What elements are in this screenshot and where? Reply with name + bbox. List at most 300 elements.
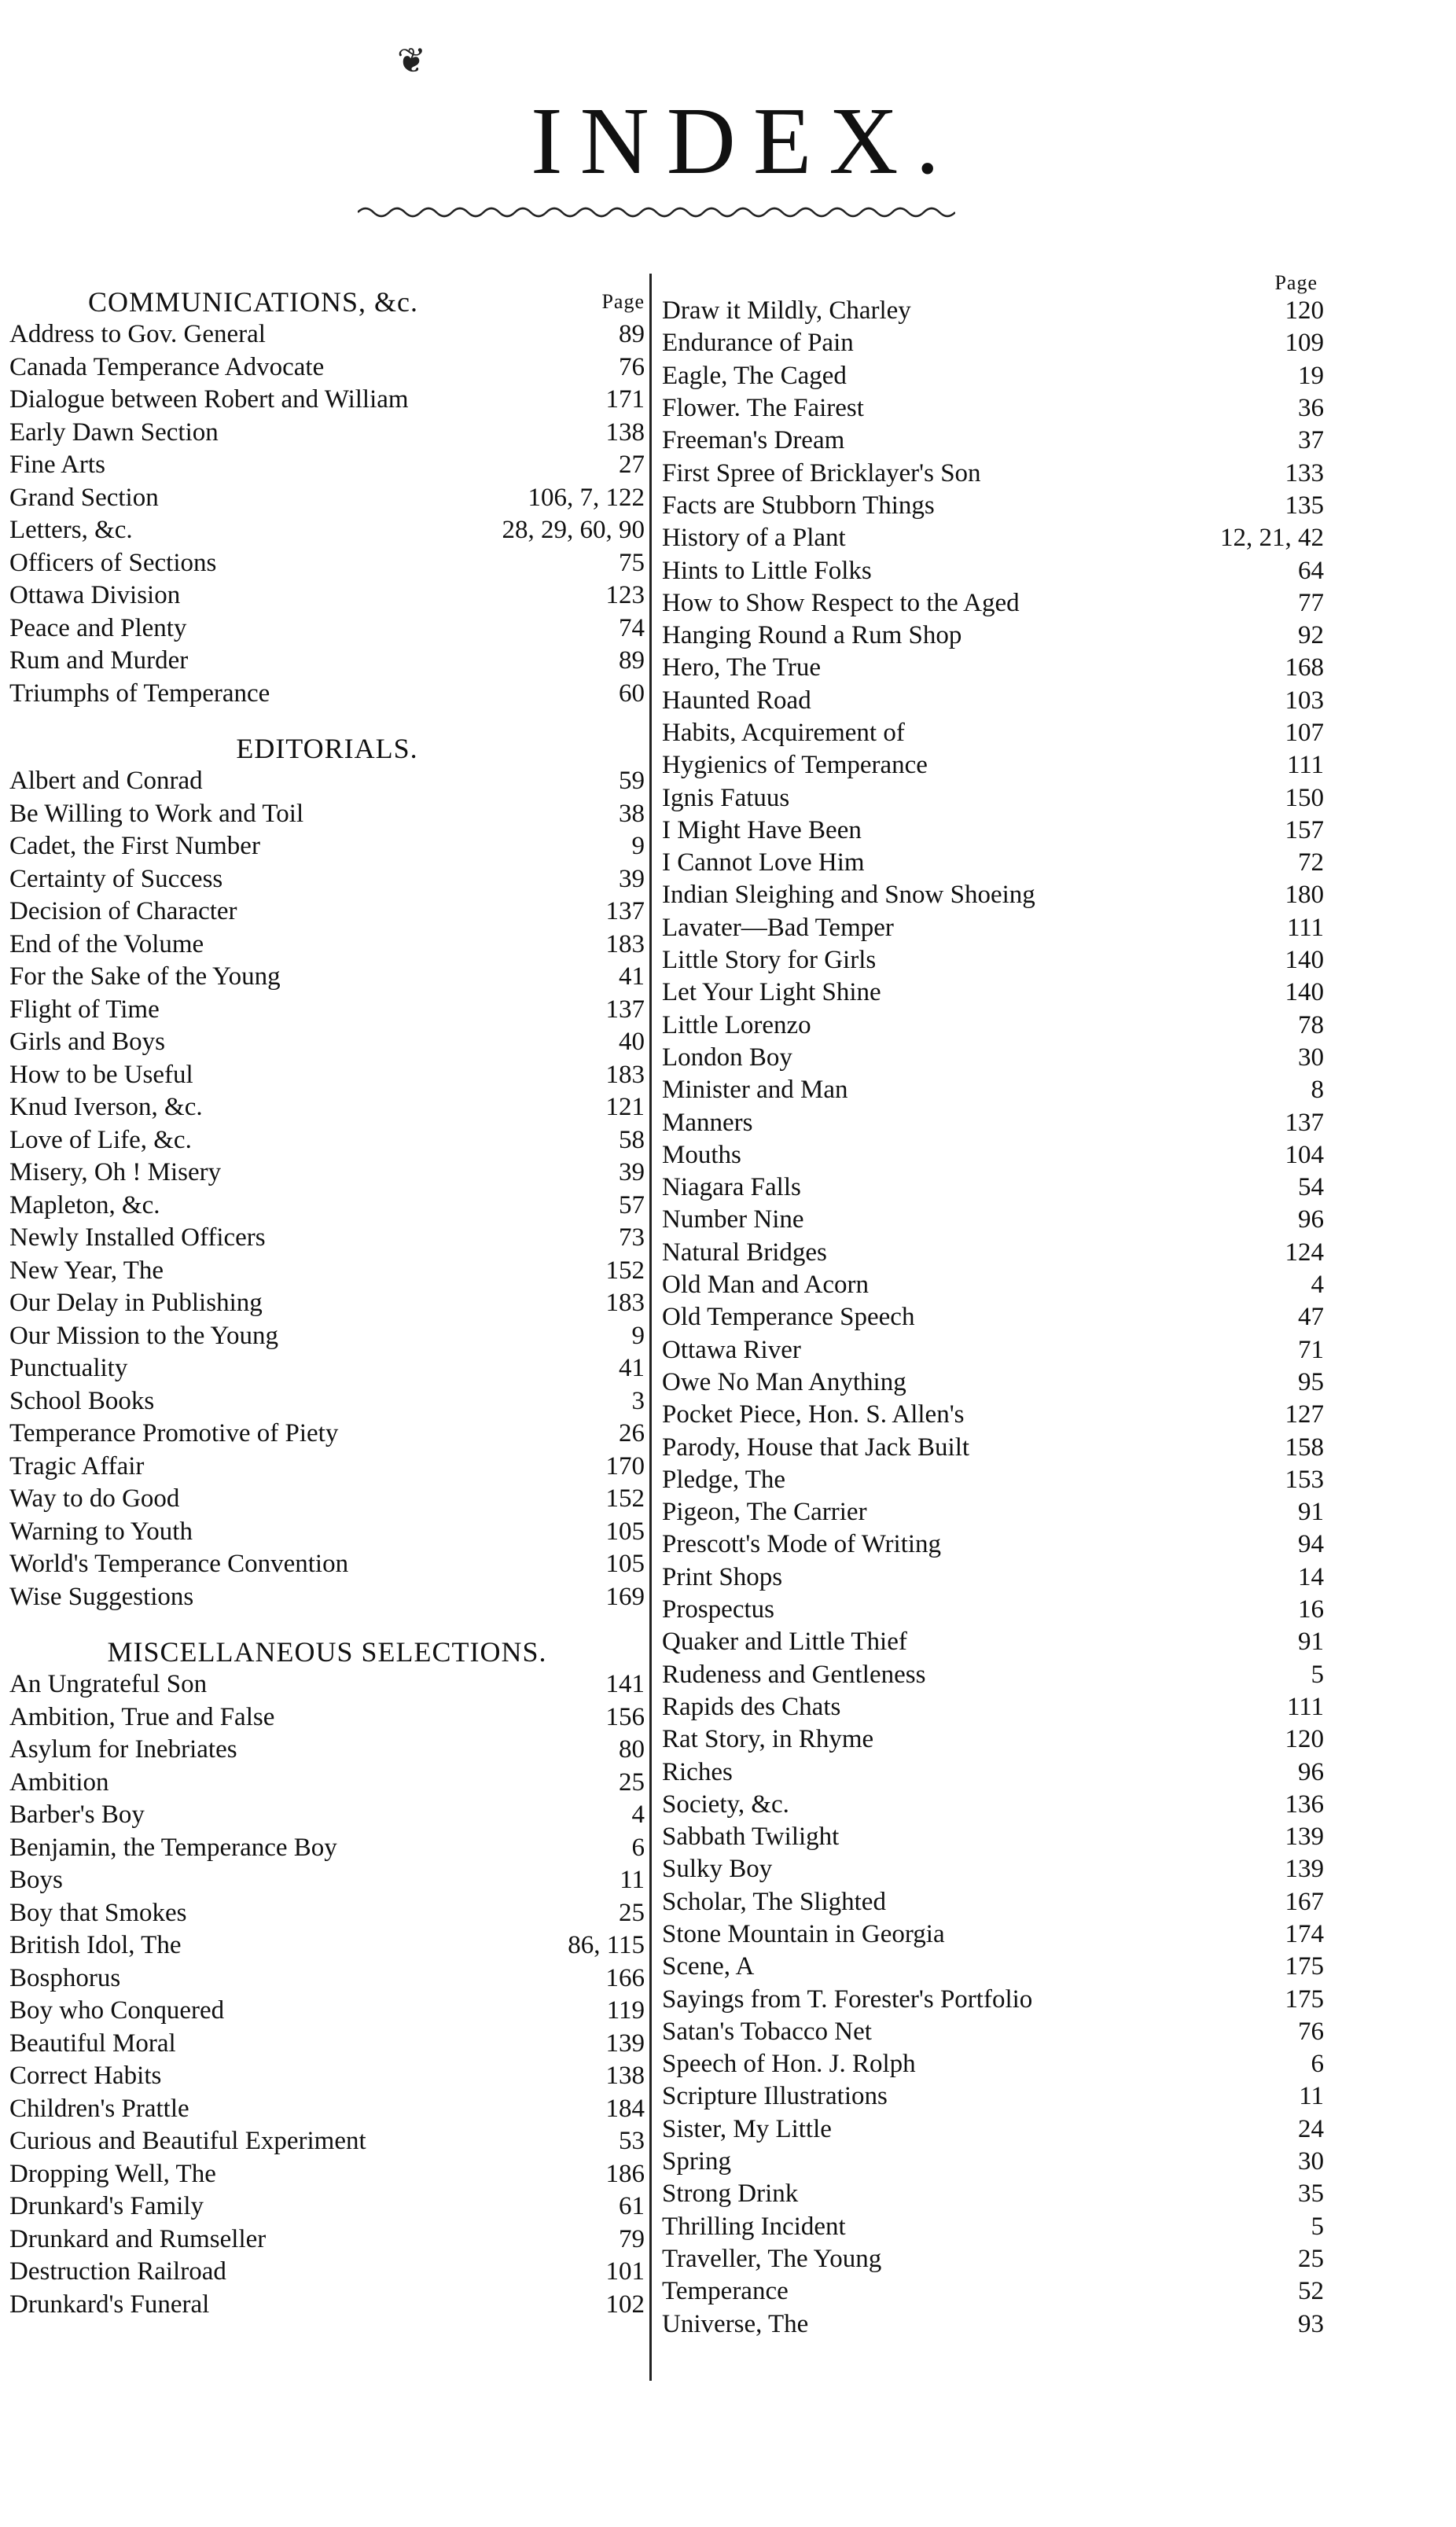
entry-page: 157 xyxy=(1285,815,1324,844)
entry-page: 91 xyxy=(1298,1628,1324,1657)
index-entry xyxy=(9,1059,645,1092)
index-entry xyxy=(9,1864,645,1897)
index-entry xyxy=(662,1821,1324,1853)
entry-title: Girls and Boys xyxy=(9,1029,165,1056)
entry-title: Little Lorenzo xyxy=(662,1012,811,1039)
entry-page: 92 xyxy=(1298,621,1324,650)
entry-page: 171 xyxy=(605,385,645,414)
index-entry xyxy=(9,1385,645,1418)
entry-page: 89 xyxy=(619,646,645,675)
entry-page: 152 xyxy=(605,1484,645,1514)
entry-title: Sayings from T. Forester's Portfolio xyxy=(662,1986,1033,2013)
entry-page: 60 xyxy=(619,679,645,708)
entry-title: Strong Drink xyxy=(662,2181,799,2208)
entry-page: 119 xyxy=(606,1996,645,2025)
entry-title: Misery, Oh ! Misery xyxy=(9,1160,222,1186)
entry-page: 76 xyxy=(619,352,645,381)
entry-title: Decision of Character xyxy=(9,899,237,925)
index-entry xyxy=(9,1190,645,1223)
entry-title: History of a Plant xyxy=(662,525,846,552)
entry-title: Hygienics of Temperance xyxy=(662,752,928,779)
entry-page: 76 xyxy=(1298,2017,1324,2046)
entry-page: 9 xyxy=(631,1321,645,1350)
section-heading-text: EDITORIALS. xyxy=(236,733,418,764)
index-entry xyxy=(9,798,645,831)
entry-page: 39 xyxy=(619,1158,645,1187)
index-entry xyxy=(9,1668,645,1701)
entry-title: Tragic Affair xyxy=(9,1453,145,1480)
entry-title: Curious and Beautiful Experiment xyxy=(9,2128,366,2155)
index-entry xyxy=(9,2289,645,2322)
entry-title: Flight of Time xyxy=(9,996,160,1023)
index-entry xyxy=(662,1789,1324,1821)
entry-page: 40 xyxy=(619,1028,645,1057)
entry-page: 72 xyxy=(1298,848,1324,877)
entry-page: 47 xyxy=(1298,1303,1324,1332)
entry-title: Triumphs of Temperance xyxy=(9,680,270,707)
index-entry xyxy=(662,717,1324,749)
index-entry xyxy=(9,1995,645,2028)
entry-page: 73 xyxy=(619,1223,645,1252)
entry-title: Dialogue between Robert and William xyxy=(9,387,409,414)
entry-page: 123 xyxy=(605,581,645,610)
index-entry xyxy=(662,1204,1324,1236)
index-entry xyxy=(662,425,1324,457)
index-entry xyxy=(662,457,1324,489)
page-title: INDEX. xyxy=(531,88,957,194)
entry-title: Endurance of Pain xyxy=(662,330,854,357)
entry-title: Fine Arts xyxy=(9,452,105,479)
entry-page: 184 xyxy=(605,2094,645,2123)
entry-title: Hints to Little Folks xyxy=(662,557,872,584)
entry-page: 79 xyxy=(619,2224,645,2253)
entry-page: 6 xyxy=(631,1833,645,1862)
entry-title: Officers of Sections xyxy=(9,550,217,576)
entry-title: Flower. The Fairest xyxy=(662,395,864,422)
index-entry xyxy=(9,384,645,417)
section-heading-text: MISCELLANEOUS SELECTIONS. xyxy=(107,1636,547,1668)
index-entry xyxy=(662,685,1324,717)
index-entry xyxy=(662,295,1324,327)
entry-page: 19 xyxy=(1298,361,1324,390)
entry-page: 105 xyxy=(605,1550,645,1579)
entry-page: 169 xyxy=(605,1582,645,1611)
entry-title: Ignis Fatuus xyxy=(662,785,790,811)
entry-title: Dropping Well, The xyxy=(9,2161,216,2187)
entry-page: 139 xyxy=(1285,1823,1324,1852)
entry-page: 180 xyxy=(1285,881,1324,910)
entry-title: Lavater—Bad Temper xyxy=(662,914,894,941)
entry-title: Ottawa River xyxy=(662,1337,801,1363)
entry-title: Destruction Railroad xyxy=(9,2259,226,2286)
entry-title: Minister and Man xyxy=(662,1077,848,1104)
entry-page: 77 xyxy=(1298,588,1324,617)
entry-page: 138 xyxy=(605,2062,645,2091)
index-entry xyxy=(9,994,645,1027)
entry-title: I Might Have Been xyxy=(662,817,862,844)
index-entry xyxy=(662,1334,1324,1366)
entry-page: 141 xyxy=(605,1670,645,1699)
entry-page: 96 xyxy=(1298,1757,1324,1786)
entry-title: Old Man and Acorn xyxy=(662,1272,870,1299)
entry-title: Hero, The True xyxy=(662,655,821,682)
entry-title: Pocket Piece, Hon. S. Allen's xyxy=(662,1402,965,1429)
index-entry xyxy=(662,749,1324,782)
entry-title: Parody, House that Jack Built xyxy=(662,1434,970,1461)
index-entry xyxy=(662,1983,1324,2015)
entry-page: 96 xyxy=(1298,1205,1324,1234)
section-heading xyxy=(9,1613,645,1668)
index-entry xyxy=(662,1464,1324,1496)
index-entry xyxy=(662,1172,1324,1204)
entry-title: Correct Habits xyxy=(9,2063,162,2090)
entry-title: Let Your Light Shine xyxy=(662,980,881,1006)
entry-page: 158 xyxy=(1285,1433,1324,1462)
entry-page: 71 xyxy=(1298,1335,1324,1364)
index-entry xyxy=(9,830,645,863)
entry-page: 138 xyxy=(605,417,645,447)
entry-title: Asylum for Inebriates xyxy=(9,1737,237,1764)
entry-title: Punctuality xyxy=(9,1355,128,1382)
entry-title: Warning to Youth xyxy=(9,1518,193,1545)
entry-title: Certainty of Success xyxy=(9,866,223,892)
entry-title: British Idol, The xyxy=(9,1933,182,1959)
index-entry xyxy=(662,1561,1324,1594)
entry-title: Print Shops xyxy=(662,1564,783,1591)
entry-title: Ambition xyxy=(9,1769,109,1796)
entry-title: New Year, The xyxy=(9,1257,164,1284)
index-entry xyxy=(662,1496,1324,1528)
index-entry xyxy=(9,417,645,450)
index-entry xyxy=(662,1658,1324,1690)
index-entry xyxy=(9,896,645,929)
entry-title: Drunkard's Funeral xyxy=(9,2291,210,2318)
index-entry xyxy=(9,2224,645,2257)
right-page-header: Page xyxy=(1274,271,1318,294)
entry-title: Boy who Conquered xyxy=(9,1998,225,2025)
entry-page: 94 xyxy=(1298,1530,1324,1559)
entry-title: Barber's Boy xyxy=(9,1802,145,1829)
entry-page: 11 xyxy=(1299,2082,1324,2111)
entry-page: 109 xyxy=(1285,329,1324,358)
index-entry xyxy=(662,815,1324,847)
entry-page: 35 xyxy=(1298,2179,1324,2209)
entry-title: World's Temperance Convention xyxy=(9,1551,349,1578)
index-entry xyxy=(9,863,645,896)
index-entry xyxy=(9,1548,645,1581)
entry-title: Owe No Man Anything xyxy=(662,1369,906,1396)
index-entry xyxy=(9,1734,645,1767)
entry-title: Eagle, The Caged xyxy=(662,362,847,389)
index-entry xyxy=(9,1352,645,1385)
entry-page: 102 xyxy=(605,2290,645,2319)
entry-title: Love of Life, &c. xyxy=(9,1127,192,1153)
entry-title: An Ungrateful Son xyxy=(9,1672,208,1698)
index-entry xyxy=(662,1626,1324,1658)
index-entry xyxy=(9,2158,645,2191)
entry-title: Prescott's Mode of Writing xyxy=(662,1532,942,1558)
entry-page: 11 xyxy=(620,1866,645,1895)
entry-page: 30 xyxy=(1298,1043,1324,1072)
index-entry xyxy=(662,1139,1324,1172)
entry-title: Facts are Stubborn Things xyxy=(662,492,935,519)
index-entry xyxy=(9,2125,645,2158)
index-entry xyxy=(662,879,1324,911)
entry-title: Pigeon, The Carrier xyxy=(662,1499,867,1526)
index-entry xyxy=(9,1701,645,1734)
entry-page: 4 xyxy=(631,1801,645,1830)
section-heading xyxy=(9,263,645,318)
entry-title: Address to Gov. General xyxy=(9,322,266,348)
entry-title: Pledge, The xyxy=(662,1466,786,1493)
entry-page: 59 xyxy=(619,767,645,796)
entry-title: End of the Volume xyxy=(9,931,204,958)
entry-title: Mapleton, &c. xyxy=(9,1192,160,1219)
index-entry xyxy=(9,2093,645,2126)
entry-page: 137 xyxy=(605,897,645,926)
index-entry xyxy=(662,392,1324,425)
entry-page: 12, 21, 42 xyxy=(1220,524,1324,553)
index-entry xyxy=(662,360,1324,392)
entry-title: London Boy xyxy=(662,1044,792,1071)
index-entry xyxy=(662,1886,1324,1918)
index-entry xyxy=(9,961,645,994)
index-entry xyxy=(662,1269,1324,1301)
index-entry xyxy=(9,2028,645,2061)
index-entry xyxy=(9,449,645,482)
entry-page: 41 xyxy=(619,1354,645,1383)
index-entry xyxy=(9,1897,645,1930)
entry-page: 58 xyxy=(619,1125,645,1154)
index-entry xyxy=(9,547,645,580)
index-entry xyxy=(9,579,645,612)
entry-page: 89 xyxy=(619,320,645,349)
entry-title: Our Delay in Publishing xyxy=(9,1290,263,1317)
entry-title: Universe, The xyxy=(662,2311,809,2338)
index-entry xyxy=(662,522,1324,554)
entry-page: 121 xyxy=(605,1093,645,1122)
section-heading xyxy=(9,710,645,765)
right-column xyxy=(662,263,1324,2341)
entry-title: Temperance xyxy=(662,2279,789,2305)
entry-title: Number Nine xyxy=(662,1207,804,1234)
entry-page: 14 xyxy=(1298,1562,1324,1591)
entry-page: 136 xyxy=(1285,1789,1324,1819)
entry-page: 30 xyxy=(1298,2147,1324,2176)
index-entry xyxy=(662,1853,1324,1885)
index-entry xyxy=(662,1106,1324,1138)
page-column-label: Page xyxy=(601,290,645,313)
entry-title: Sabbath Twilight xyxy=(662,1824,840,1851)
entry-page: 61 xyxy=(619,2192,645,2221)
entry-page: 111 xyxy=(1286,913,1324,942)
entry-page: 168 xyxy=(1285,653,1324,682)
entry-page: 38 xyxy=(619,799,645,828)
entry-title: Boys xyxy=(9,1867,63,1894)
entry-page: 57 xyxy=(619,1190,645,1219)
entry-page: 140 xyxy=(1285,946,1324,975)
entry-page: 28, 29, 60, 90 xyxy=(502,516,645,545)
entry-title: Haunted Road xyxy=(662,687,811,714)
entry-page: 8 xyxy=(1311,1076,1324,1105)
entry-title: Bosphorus xyxy=(9,1965,121,1992)
index-entry xyxy=(662,2016,1324,2048)
entry-title: Prospectus xyxy=(662,1597,774,1624)
entry-title: Early Dawn Section xyxy=(9,419,219,446)
index-entry xyxy=(9,2060,645,2093)
index-entry xyxy=(662,2146,1324,2178)
entry-title: Wise Suggestions xyxy=(9,1584,194,1610)
index-entry xyxy=(662,620,1324,652)
entry-title: Scripture Illustrations xyxy=(662,2084,888,2110)
entry-page: 39 xyxy=(619,864,645,893)
entry-page: 137 xyxy=(605,995,645,1024)
entry-title: Canada Temperance Advocate xyxy=(9,354,325,381)
entry-title: Niagara Falls xyxy=(662,1175,801,1201)
entry-title: Boy that Smokes xyxy=(9,1900,187,1926)
entry-page: 103 xyxy=(1285,686,1324,715)
index-entry xyxy=(9,1799,645,1832)
index-entry xyxy=(9,1451,645,1484)
index-entry xyxy=(662,782,1324,814)
entry-page: 107 xyxy=(1285,719,1324,747)
entry-page: 74 xyxy=(619,613,645,642)
entry-title: Scene, A xyxy=(662,1954,755,1981)
entry-title: Draw it Mildly, Charley xyxy=(662,298,911,325)
entry-title: Freeman's Dream xyxy=(662,428,845,454)
entry-page: 36 xyxy=(1298,394,1324,423)
wavy-rule-icon xyxy=(358,200,955,224)
entry-title: Habits, Acquirement of xyxy=(662,720,905,746)
entry-page: 27 xyxy=(619,451,645,480)
entry-title: Traveller, The Young xyxy=(662,2246,882,2272)
entry-title: Temperance Promotive of Piety xyxy=(9,1421,339,1447)
index-entry xyxy=(662,1042,1324,1074)
entry-page: 75 xyxy=(619,548,645,577)
entry-title: Mouths xyxy=(662,1142,741,1168)
index-entry xyxy=(9,514,645,547)
entry-page: 140 xyxy=(1285,978,1324,1007)
index-entry xyxy=(662,2308,1324,2340)
index-entry xyxy=(662,1431,1324,1463)
index-entry xyxy=(662,327,1324,359)
entry-page: 105 xyxy=(605,1517,645,1546)
entry-page: 78 xyxy=(1298,1010,1324,1039)
ornament-icon: ❦ xyxy=(397,42,426,80)
entry-page: 52 xyxy=(1298,2277,1324,2306)
entry-page: 37 xyxy=(1298,426,1324,455)
entry-page: 4 xyxy=(1311,1271,1324,1300)
entry-page: 41 xyxy=(619,962,645,991)
entry-page: 5 xyxy=(1311,2212,1324,2241)
entry-page: 153 xyxy=(1285,1465,1324,1494)
index-entry xyxy=(9,1124,645,1157)
entry-title: Speech of Hon. J. Rolph xyxy=(662,2051,916,2078)
entry-title: First Spree of Bricklayer's Son xyxy=(662,460,981,487)
entry-title: Albert and Conrad xyxy=(9,768,203,795)
entry-title: Newly Installed Officers xyxy=(9,1225,266,1252)
index-entry xyxy=(9,2256,645,2289)
entry-page: 93 xyxy=(1298,2309,1324,2338)
index-entry xyxy=(662,912,1324,944)
entry-page: 106, 7, 122 xyxy=(528,483,645,512)
index-entry xyxy=(9,351,645,384)
entry-page: 156 xyxy=(605,1702,645,1731)
index-entry xyxy=(662,1528,1324,1561)
entry-page: 167 xyxy=(1285,1887,1324,1916)
entry-title: Scholar, The Slighted xyxy=(662,1889,886,1915)
entry-title: Sulky Boy xyxy=(662,1856,773,1883)
entry-page: 175 xyxy=(1285,1984,1324,2014)
index-entry xyxy=(662,2243,1324,2275)
entry-page: 9 xyxy=(631,832,645,861)
entry-page: 166 xyxy=(605,1963,645,1992)
entry-title: Society, &c. xyxy=(662,1791,789,1818)
entry-title: Ambition, True and False xyxy=(9,1704,275,1731)
entry-page: 25 xyxy=(1298,2244,1324,2273)
entry-title: Quaker and Little Thief xyxy=(662,1629,907,1656)
entry-page: 54 xyxy=(1298,1173,1324,1202)
index-entry xyxy=(9,1287,645,1320)
entry-title: Drunkard and Rumseller xyxy=(9,2226,267,2253)
entry-title: Peace and Plenty xyxy=(9,615,187,642)
index-entry xyxy=(662,1399,1324,1431)
entry-page: 135 xyxy=(1285,491,1324,520)
index-entry xyxy=(9,678,645,711)
index-entry xyxy=(9,1483,645,1516)
index-entry xyxy=(662,1301,1324,1333)
entry-page: 25 xyxy=(619,1767,645,1797)
index-entry xyxy=(662,1756,1324,1788)
index-entry xyxy=(662,2275,1324,2308)
entry-page: 53 xyxy=(619,2127,645,2156)
entry-title: Thrilling Incident xyxy=(662,2213,846,2240)
index-entry xyxy=(662,2178,1324,2210)
index-entry xyxy=(9,1418,645,1451)
index-entry xyxy=(662,944,1324,977)
entry-title: Grand Section xyxy=(9,484,159,511)
entry-title: Knud Iverson, &c. xyxy=(9,1094,203,1121)
index-entry xyxy=(662,1723,1324,1756)
entry-title: Our Mission to the Young xyxy=(9,1322,278,1349)
index-entry xyxy=(662,1237,1324,1269)
entry-page: 25 xyxy=(619,1898,645,1927)
entry-page: 95 xyxy=(1298,1367,1324,1396)
index-entry xyxy=(662,1010,1324,1042)
entry-page: 64 xyxy=(1298,556,1324,585)
entry-title: Rudeness and Gentleness xyxy=(662,1661,926,1688)
entry-page: 183 xyxy=(605,1289,645,1318)
entry-title: Manners xyxy=(662,1109,753,1136)
entry-title: Rum and Murder xyxy=(9,648,189,675)
entry-page: 16 xyxy=(1298,1595,1324,1624)
entry-title: How to Show Respect to the Aged xyxy=(662,590,1020,616)
index-entry xyxy=(662,1074,1324,1106)
section-heading-text: COMMUNICATIONS, &c. xyxy=(88,286,419,318)
entry-page: 101 xyxy=(605,2257,645,2286)
entry-title: Ottawa Division xyxy=(9,583,181,609)
index-entry xyxy=(9,1026,645,1059)
entry-page: 104 xyxy=(1285,1140,1324,1169)
index-entry xyxy=(9,1516,645,1549)
entry-title: Spring xyxy=(662,2149,732,2176)
index-entry xyxy=(9,1157,645,1190)
index-entry xyxy=(9,1929,645,1962)
entry-page: 152 xyxy=(605,1256,645,1285)
entry-page: 183 xyxy=(605,1060,645,1089)
index-entry xyxy=(9,1255,645,1288)
index-entry xyxy=(662,2080,1324,2113)
